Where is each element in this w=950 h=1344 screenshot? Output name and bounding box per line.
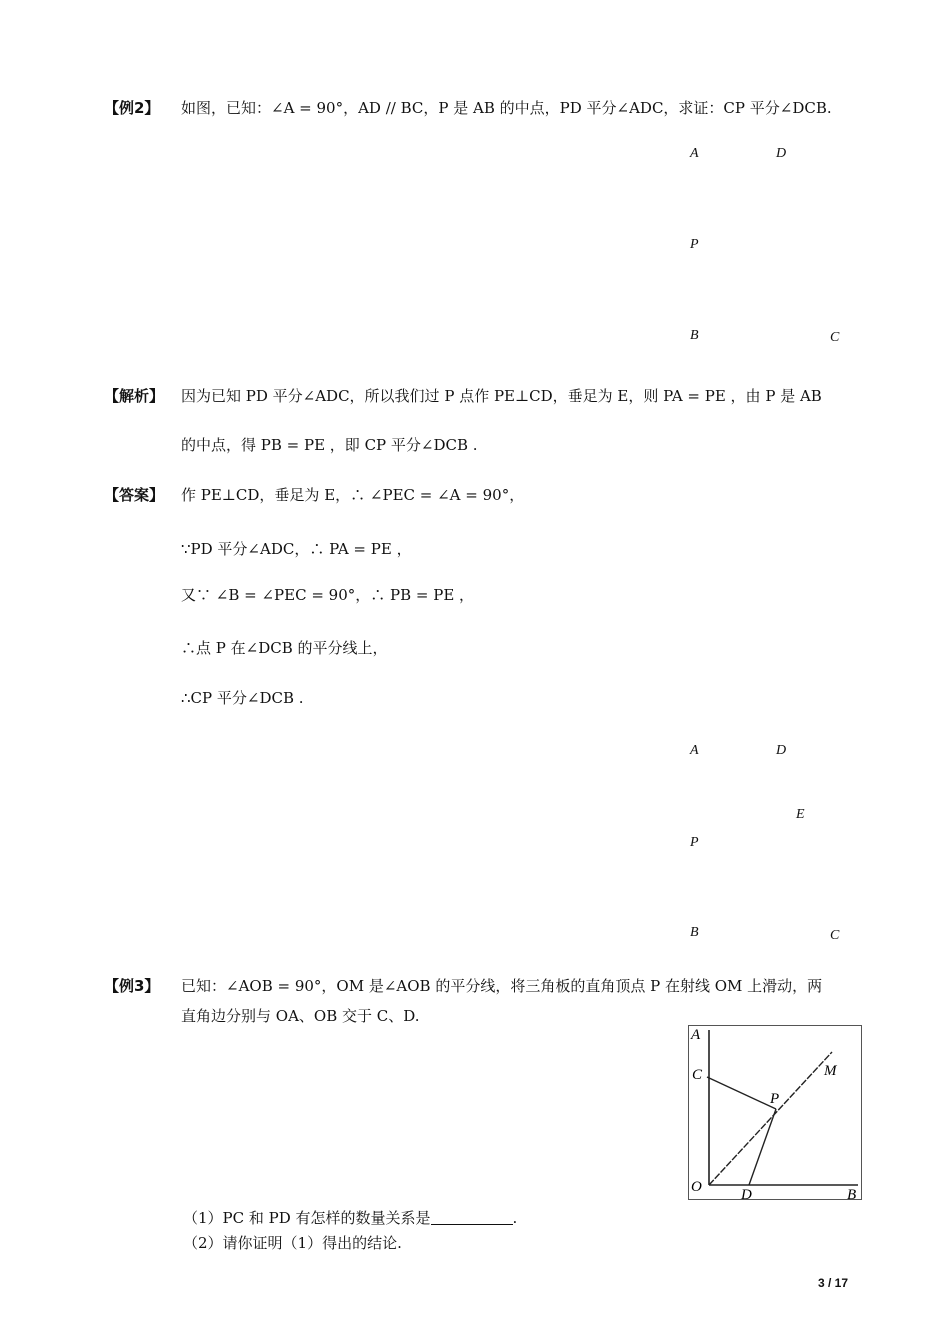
- answer-line-3: 又∵ ∠B = ∠PEC = 90°，∴ PB = PE ，: [181, 586, 475, 604]
- analysis-line-2: 的中点，得 PB = PE ，即 CP 平分∠DCB .: [181, 436, 478, 454]
- example-2-tag: 【例2】: [104, 99, 160, 117]
- fig3-label-b: B: [847, 1187, 857, 1201]
- fig1-label-p: P: [690, 237, 699, 252]
- fig2-label-p: P: [690, 835, 699, 850]
- answer-line-1: 作 PE⊥CD，垂足为 E，∴ ∠PEC = ∠A = 90°，: [181, 486, 525, 504]
- answer-tag: 【答案】: [104, 486, 165, 504]
- question-2: （2）请你证明（1）得出的结论.: [183, 1234, 402, 1252]
- example-2-problem: 如图，已知：∠A = 90°，AD // BC，P 是 AB 的中点，PD 平分∠ADC，求证：CP 平分∠DCB.: [181, 99, 832, 117]
- fig2-label-e: E: [796, 807, 805, 822]
- fig1-label-a: A: [690, 146, 699, 161]
- fig2-label-c: C: [830, 928, 840, 943]
- page-number: 3 / 17: [818, 1276, 849, 1290]
- answer-blank[interactable]: [431, 1210, 513, 1225]
- segment-pc: [707, 1077, 776, 1109]
- answer-line-4: ∴点 P 在∠DCB 的平分线上，: [181, 639, 388, 657]
- analysis-tag: 【解析】: [104, 387, 165, 405]
- analysis-line-1: 因为已知 PD 平分∠ADC，所以我们过 P 点作 PE⊥CD，垂足为 E，则 PA = PE ，由 P 是 AB: [181, 387, 822, 405]
- fig2-label-b: B: [690, 925, 699, 940]
- example-3-figure: [688, 1025, 863, 1201]
- segment-pd: [749, 1109, 776, 1185]
- answer-line-5: ∴CP 平分∠DCB .: [181, 689, 304, 707]
- fig2-label-a: A: [690, 743, 699, 758]
- fig1-label-d: D: [776, 146, 787, 161]
- answer-line-2: ∵PD 平分∠ADC，∴ PA = PE ，: [181, 540, 412, 558]
- fig1-label-b: B: [690, 328, 699, 343]
- example-3-line-1: 已知：∠AOB = 90°，OM 是∠AOB 的平分线，将三角板的直角顶点 P 在射线 OM 上滑动，两: [181, 977, 823, 995]
- question-1: [183, 1207, 517, 1228]
- fig3-label-a: A: [691, 1027, 701, 1043]
- fig2-label-d: D: [776, 743, 787, 758]
- fig3-label-m: M: [824, 1063, 837, 1079]
- fig1-label-c: C: [830, 330, 840, 345]
- example-3-tag: 【例3】: [104, 977, 160, 995]
- question-1-text: （1）PC 和 PD 有怎样的数量关系是: [183, 1209, 431, 1227]
- example-3-line-2: 直角边分别与 OA、OB 交于 C、D.: [181, 1007, 420, 1025]
- question-1-period: .: [512, 1209, 518, 1227]
- fig3-label-o: O: [691, 1179, 702, 1195]
- ray-om: [709, 1052, 832, 1185]
- fig3-label-p: P: [770, 1091, 780, 1107]
- fig3-label-c: C: [692, 1067, 703, 1083]
- fig3-label-d: D: [741, 1187, 752, 1201]
